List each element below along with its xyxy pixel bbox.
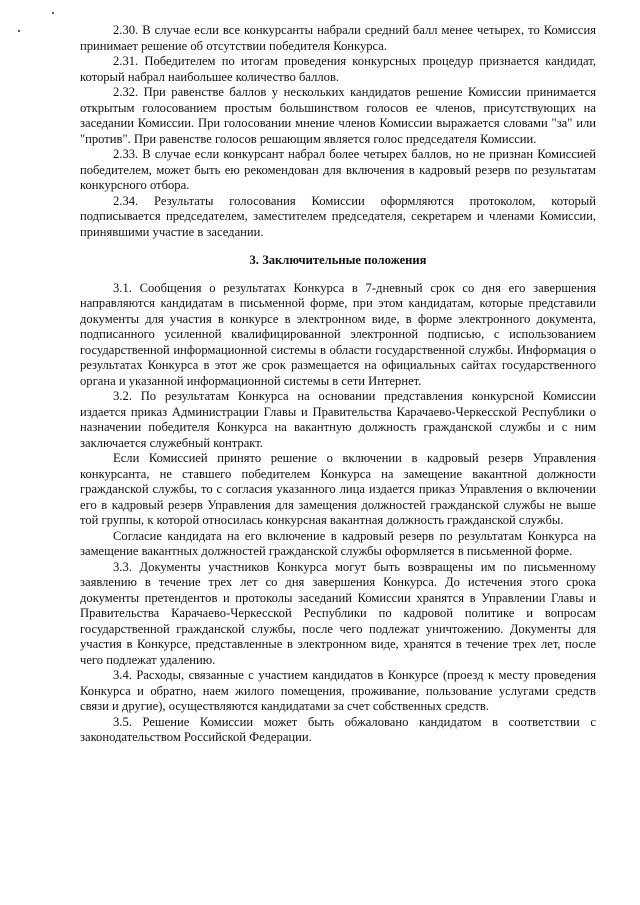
paragraph-3-3: 3.3. Документы участников Конкурса могут быть возвращены им по письменному заявлению в течение трех лет со дня завершения Конкурса. До истечения этого срока документы претендентов и протоколы заседаний Комиссии хранятся в Управлении Главы и Правительства Карачаево-Черкесской Республики по кадровой политике и вопросам государственной гражданской службы, после чего подлежат уничтожению. Документы для участия в Конкурсе, представленные в электронном виде, хранятся в течение трех лет, после чего подлежат удалению. — [80, 559, 596, 667]
paragraph-reserve-inclusion: Если Комиссией принято решение о включении в кадровый резерв Управления конкурсанта, не ставшего победителем Конкурса на замещение вакантной должности гражданской службы, то с согласия указанного лица издается приказ Управления о включении его в кадровый резерв Управления для замещения должностей гражданской службы не выше той группы, к которой относилась конкурсная вакантная должность гражданской службы. — [80, 451, 596, 527]
paragraph-3-4: 3.4. Расходы, связанные с участием кандидатов в Конкурсе (проезд к месту проведения Конкурса и обратно, наем жилого помещения, проживание, пользование услугами средств связи и другие), осуществляются кандидатами за счет собственных средств. — [80, 668, 596, 713]
document-body — [80, 23, 596, 746]
paragraph-2-33: 2.33. В случае если конкурсант набрал более четырех баллов, но не признан Комиссией победителем, может быть ею рекомендован для включения в кадровый резерв по результатам конкурсного отбора. — [80, 147, 596, 192]
paragraph-2-34: 2.34. Результаты голосования Комиссии оформляются протоколом, который подписывается председателем, заместителем председателя, секретарем и членами Комиссии, принявшими участие в заседании. — [80, 193, 596, 239]
paragraph-3-1: 3.1. Сообщения о результатах Конкурса в 7-дневный срок со дня его завершения направляются кандидатам в письменной форме, при этом кандидатам, которые представили документы для участия в конкурсе в электронном виде, в форме электронного документа, подписанного усиленной квалифицированной электронной подписью, с использованием государственной информационной системы в области государственной службы. Информация о результатах Конкурса в этот же срок размещается на официальных сайтах государственного органа и указанной информационной системы в сети Интернет. — [80, 280, 596, 388]
paragraph-2-31: 2.31. Победителем по итогам проведения конкурсных процедур признается кандидат, который набрал наибольшее количество баллов. — [80, 54, 596, 84]
paragraph-3-2: 3.2. По результатам Конкурса на основании представления конкурсной Комиссии издается приказ Администрации Главы и Правительства Карачаево-Черкесской Республики о назначении победителя Конкурса на вакантную должность гражданской службы и с ним заключается служебный контракт. — [80, 389, 596, 450]
paragraph-2-30: 2.30. В случае если все конкурсанты набрали средний балл менее четырех, то Комиссия принимает решение об отсутствии победителя Конкурса. — [80, 23, 596, 53]
paragraph-2-32: 2.32. При равенстве баллов у нескольких кандидатов решение Комиссии принимается открытым голосованием простым большинством голосов ее членов, присутствующих на заседании Комиссии. При голосовании мнение членов Комиссии выражается словами "за" или "против". При равенстве голосов решающим является голос председателя Комиссии. — [80, 85, 596, 146]
paragraph-3-5: 3.5. Решение Комиссии может быть обжаловано кандидатом в соответствии с законодательством Российской Федерации. — [80, 714, 596, 744]
scan-speck — [18, 30, 20, 32]
section-heading: 3. Заключительные положения — [249, 253, 427, 267]
scan-speck — [52, 12, 54, 14]
paragraph-reserve-consent: Согласие кандидата на его включение в кадровый резерв по результатам Конкурса на замещение вакантных должностей гражданской службы оформляется в письменной форме. — [80, 528, 596, 558]
